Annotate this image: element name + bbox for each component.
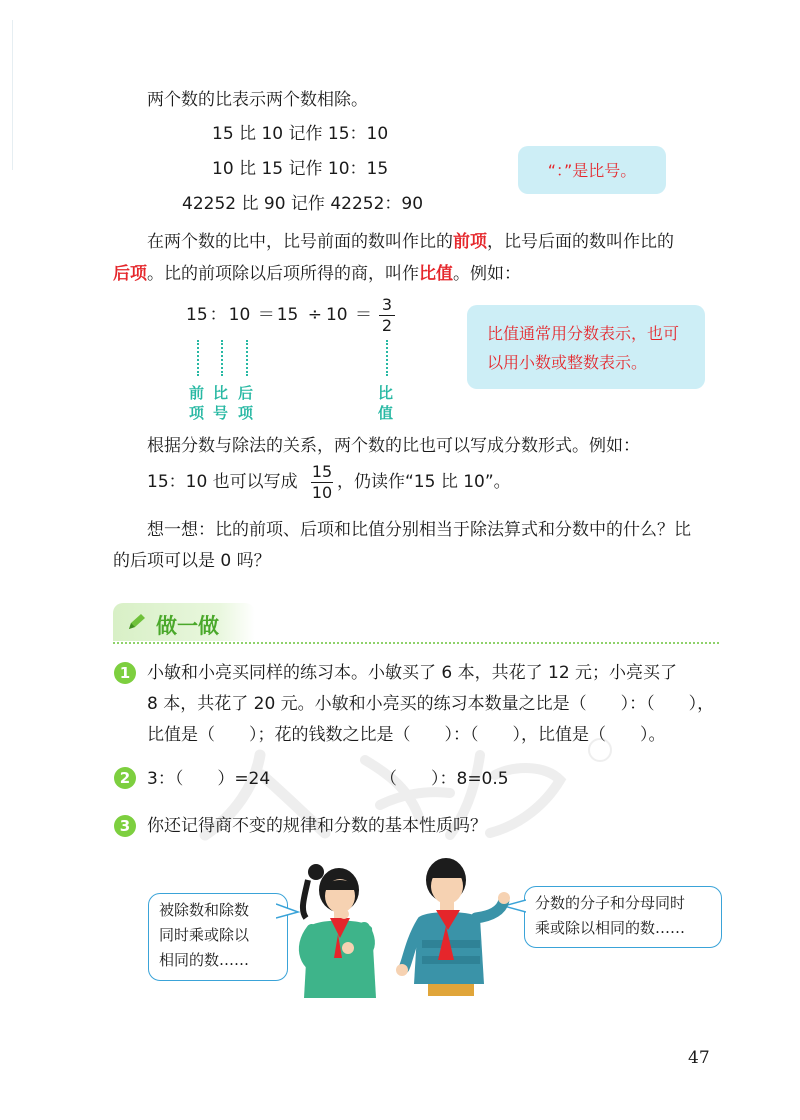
definition-text-1: 在两个数的比中，比号前面的数叫作比的	[147, 232, 453, 252]
eq-a: 15	[186, 305, 208, 325]
label-value-bottom: 值	[378, 404, 394, 422]
label-value-top: 比	[378, 384, 394, 402]
exercise-1-line-1: 小敏和小亮买同样的练习本。小敏买了 6 本，共花了 12 元；小亮买了	[147, 663, 678, 683]
label-value	[378, 383, 393, 423]
eq-equals-2: ＝	[355, 305, 373, 325]
exercise-2-part-b: （ ）：8=0.5	[380, 769, 509, 789]
think-line-1: 想一想：比的前项、后项和比值分别相当于除法算式和分数中的什么？比	[147, 520, 691, 540]
label-back-top: 后	[238, 384, 254, 402]
eq-fraction	[379, 297, 395, 334]
speech-bubble-right	[524, 886, 722, 948]
dots-value	[386, 340, 388, 376]
exercise-1-badge: 1	[114, 662, 136, 684]
term-front: 前项	[453, 232, 487, 252]
exercise-2-badge: 2	[114, 767, 136, 789]
bubble-left-line-3: 相同的数……	[159, 951, 250, 969]
dots-back	[246, 340, 248, 376]
page-number: 47	[688, 1048, 710, 1068]
section-divider	[113, 642, 719, 644]
intro-line: 两个数的比表示两个数相除。	[147, 90, 368, 110]
bubble-right-line-2: 乘或除以相同的数……	[535, 919, 686, 937]
colon-note	[518, 146, 666, 194]
fraction-form-fraction	[311, 464, 333, 501]
fraction-form-denominator: 10	[311, 483, 333, 502]
eq-b: 10	[228, 305, 251, 325]
example-line-1: 15 比 10 记作 15：10	[212, 124, 389, 144]
eq-c: 15	[276, 305, 299, 325]
term-value: 比值	[419, 264, 453, 284]
fraction-form-numerator: 15	[311, 462, 333, 481]
dots-front	[197, 340, 199, 376]
value-note	[467, 305, 705, 389]
label-back-bottom: 项	[238, 404, 254, 422]
definition-text-3: 。比的前项除以后项所得的商，叫作	[147, 264, 419, 284]
definition-text-2: ，比号后面的数叫作比的	[487, 232, 674, 252]
exercise-3-text: 你还记得商不变的规律和分数的基本性质吗？	[147, 816, 487, 836]
colon-note-text: “：”是比号。	[547, 160, 637, 180]
definition-line-1	[147, 234, 674, 251]
fraction-form-prefix: 15：10 也可以写成	[147, 472, 298, 492]
label-back	[238, 383, 253, 423]
example-line-3: 42252 比 90 记作 42252：90	[182, 194, 424, 214]
term-back: 后项	[113, 264, 147, 284]
value-note-line-2: 以用小数或整数表示。	[487, 353, 648, 372]
example-line-2: 10 比 15 记作 10：15	[212, 159, 389, 179]
pencil-icon	[126, 612, 148, 632]
fraction-form-suffix: ，仍读作“15 比 10”。	[337, 472, 511, 492]
exercise-3-badge: 3	[114, 815, 136, 837]
girl-illustration	[284, 858, 388, 1000]
exercise-2-part-a: 3：（ ）=24	[147, 769, 271, 789]
label-front-top: 前	[189, 384, 205, 402]
margin-line	[12, 20, 13, 170]
bubble-left-line-2: 同时乘或除以	[159, 926, 250, 944]
eq-fraction-numerator: 3	[381, 295, 393, 314]
definition-text-4: 。例如：	[453, 264, 521, 284]
think-line-2: 的后项可以是 0 吗？	[113, 551, 271, 571]
bubble-right-line-1: 分数的分子和分母同时	[535, 894, 686, 912]
label-front	[189, 383, 204, 423]
dots-sign	[221, 340, 223, 376]
value-note-line-1: 比值通常用分数表示，也可	[487, 324, 680, 343]
speech-bubble-left	[148, 893, 288, 981]
label-sign-top: 比	[213, 384, 229, 402]
label-sign-bottom: 号	[213, 404, 229, 422]
eq-divide: ÷	[307, 305, 322, 325]
eq-fraction-denominator: 2	[381, 316, 393, 335]
eq-d: 10	[325, 305, 348, 325]
label-sign	[213, 383, 228, 423]
fraction-form-line-1: 根据分数与除法的关系，两个数的比也可以写成分数形式。例如：	[147, 436, 640, 456]
exercise-1-line-2: 8 本，共花了 20 元。小敏和小亮买的练习本数量之比是（ ）：（ ），	[147, 694, 715, 714]
definition-line-2	[113, 266, 521, 283]
exercise-1-line-3: 比值是（ ）；花的钱数之比是（ ）：（ ），比值是（ ）。	[147, 725, 666, 745]
label-front-bottom: 项	[189, 404, 205, 422]
section-title: 做一做	[156, 614, 219, 638]
eq-colon: ：	[209, 305, 227, 325]
boy-illustration	[392, 852, 512, 998]
equation	[186, 307, 372, 324]
bubble-left-line-1: 被除数和除数	[159, 901, 250, 919]
eq-equals-1: ＝	[257, 305, 275, 325]
